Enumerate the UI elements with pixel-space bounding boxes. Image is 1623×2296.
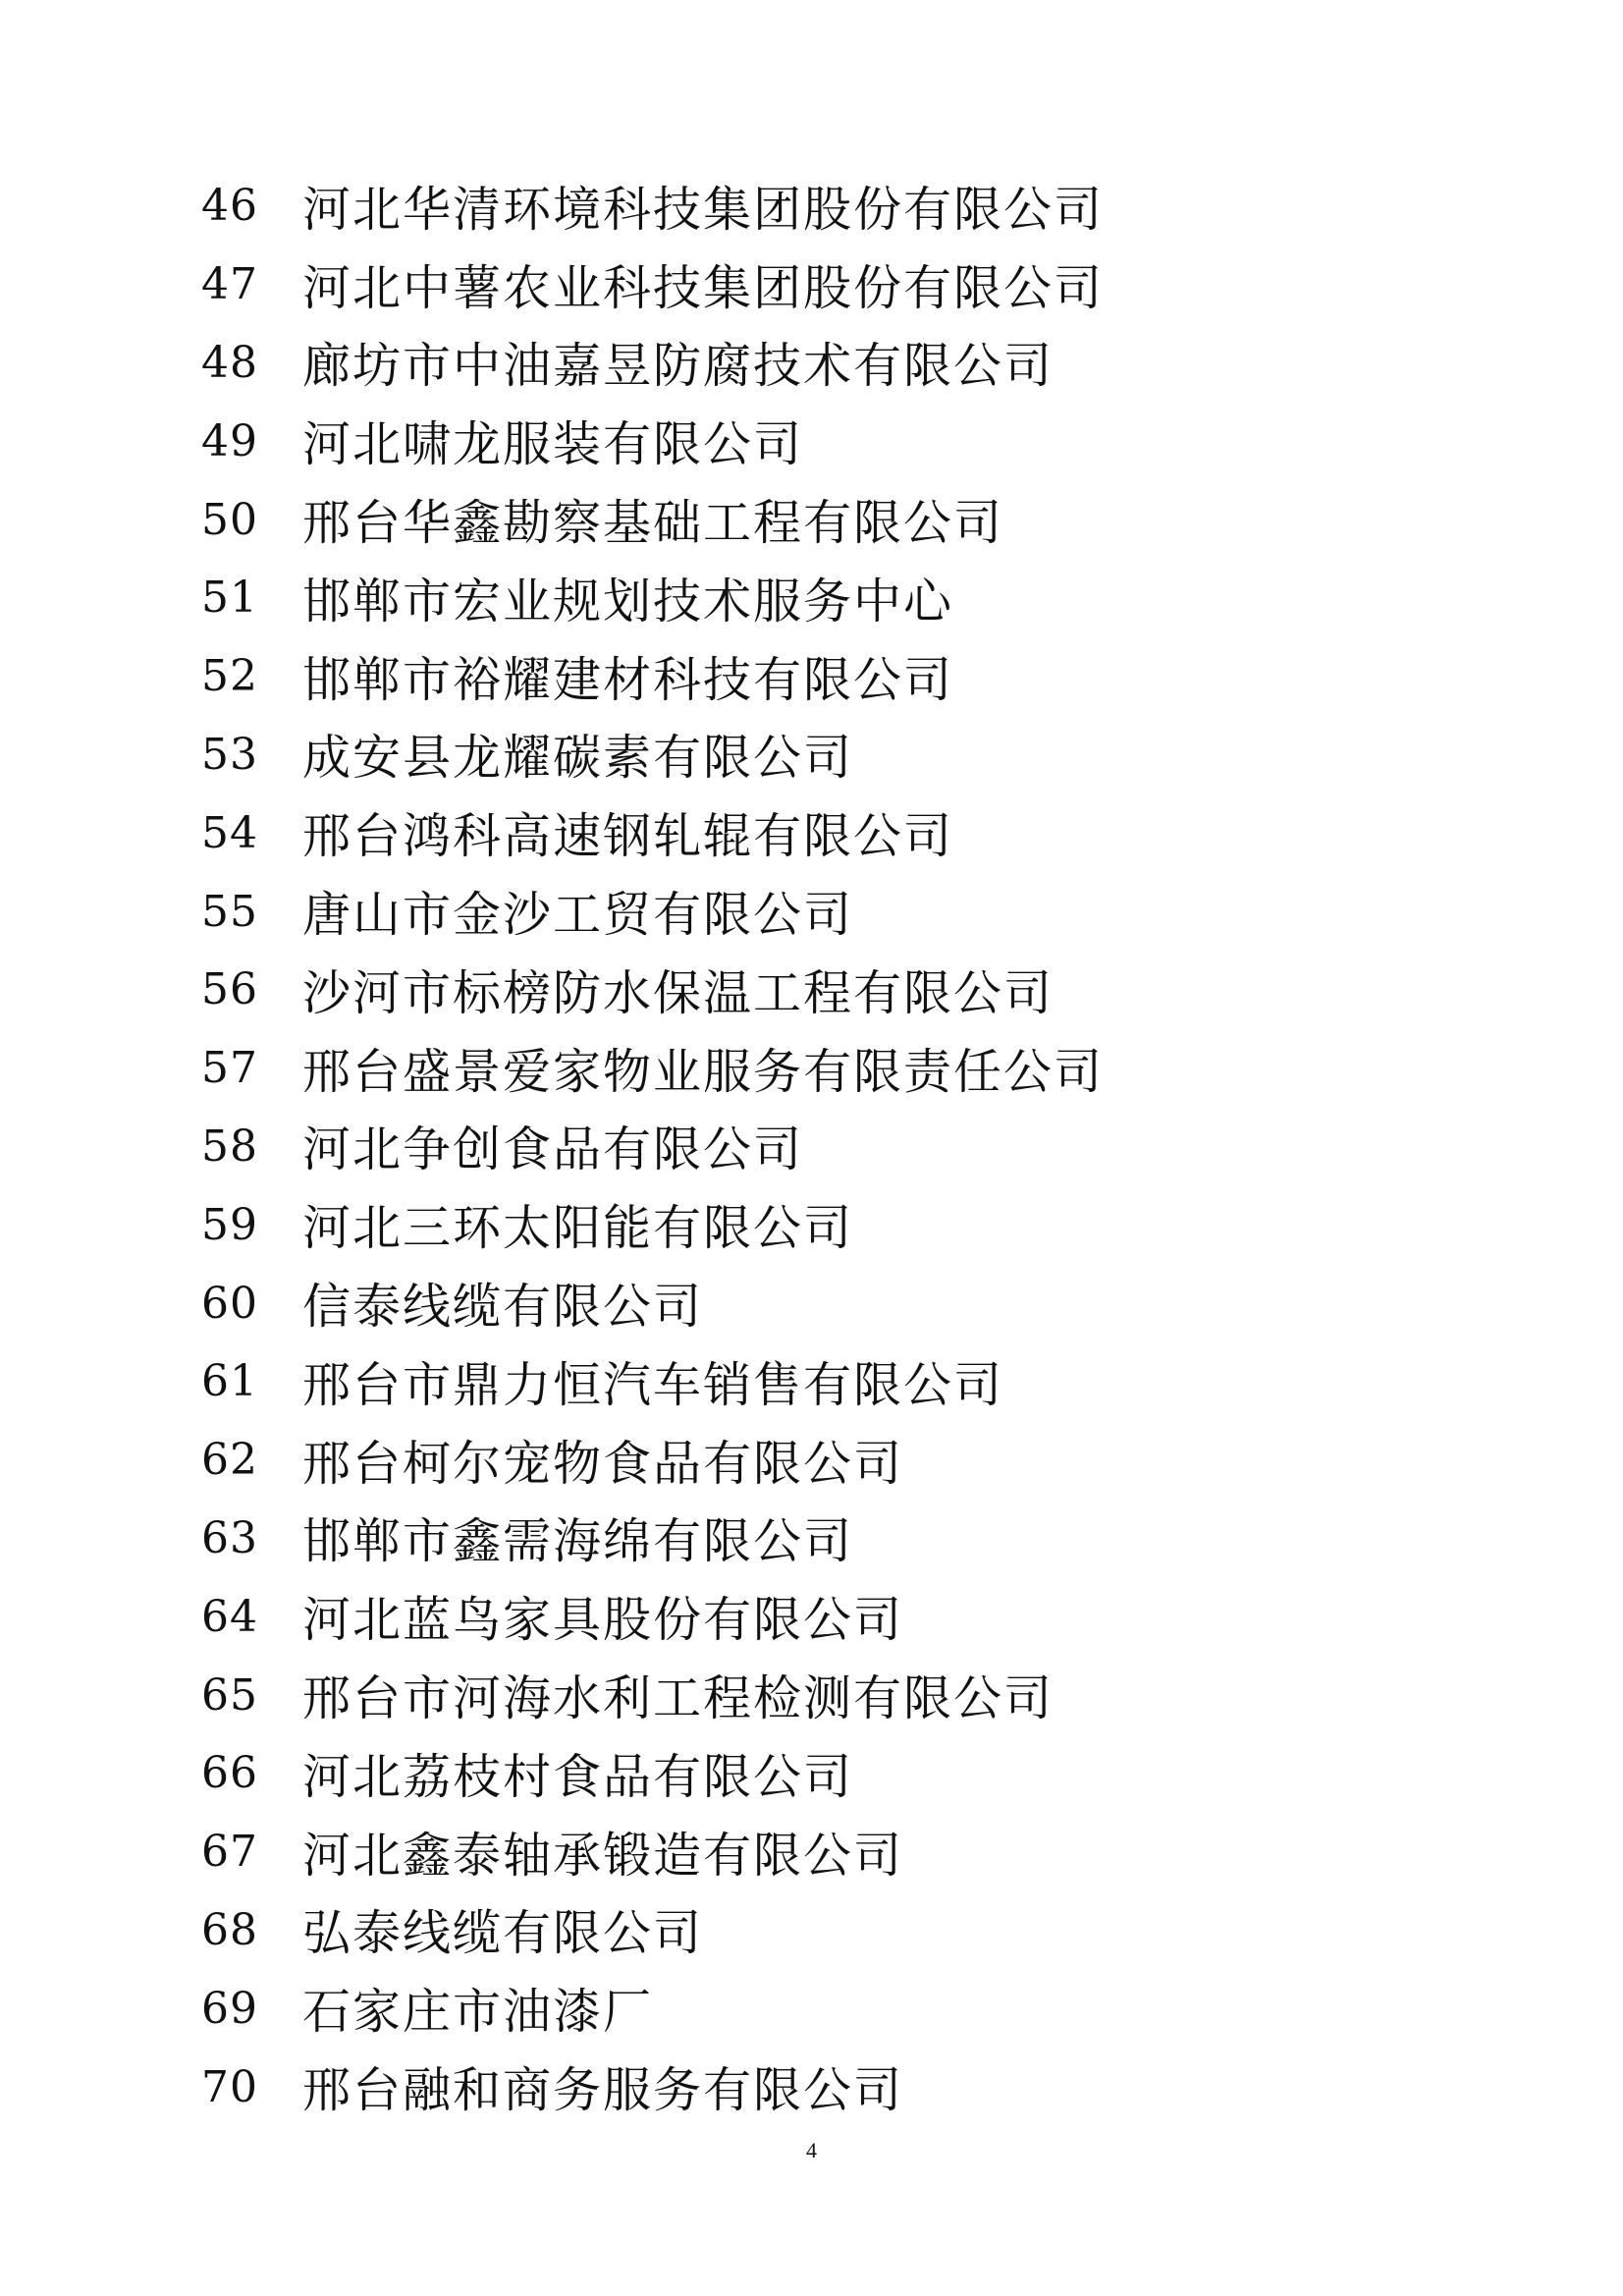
company-name: 邯郸市宏业规划技术服务中心	[302, 573, 954, 629]
list-item	[201, 1969, 1104, 2048]
item-number: 58	[201, 1121, 258, 1172]
company-name: 河北华清环境科技集团股份有限公司	[302, 181, 1105, 238]
list-item	[201, 1577, 1104, 1656]
list-item	[201, 1656, 1104, 1734]
item-number: 49	[201, 415, 258, 466]
item-number: 65	[201, 1669, 258, 1721]
company-name: 河北啸龙服装有限公司	[302, 416, 804, 473]
list-item	[201, 793, 1104, 872]
company-name: 邢台融和商务服务有限公司	[302, 2062, 904, 2119]
item-number: 59	[201, 1199, 258, 1250]
list-item	[201, 324, 1104, 403]
item-number: 53	[201, 729, 258, 780]
company-name: 邢台市鼎力恒汽车销售有限公司	[302, 1356, 1004, 1413]
item-number: 50	[201, 494, 258, 545]
list-item	[201, 1421, 1104, 1500]
item-number: 56	[201, 964, 258, 1015]
item-number: 69	[201, 1983, 258, 2034]
list-item	[201, 1813, 1104, 1891]
list-item	[201, 1029, 1104, 1108]
item-number: 68	[201, 1904, 258, 1955]
company-name: 邢台柯尔宠物食品有限公司	[302, 1435, 904, 1492]
company-name: 邢台华鑫勘察基础工程有限公司	[302, 495, 1004, 552]
item-number: 63	[201, 1512, 258, 1563]
item-number: 70	[201, 2061, 258, 2112]
company-name: 河北三环太阳能有限公司	[302, 1200, 854, 1257]
company-name: 邢台鸿科高速钢轧辊有限公司	[302, 808, 954, 865]
list-item	[201, 951, 1104, 1029]
item-number: 52	[201, 651, 258, 702]
company-name: 河北中薯农业科技集团股份有限公司	[302, 259, 1105, 316]
item-number: 61	[201, 1356, 258, 1407]
item-number: 57	[201, 1043, 258, 1094]
company-name: 河北荔枝村食品有限公司	[302, 1748, 854, 1805]
company-name: 石家庄市油漆厂	[302, 1984, 654, 2041]
list-item	[201, 1891, 1104, 1970]
list-item	[201, 1734, 1104, 1813]
list-item	[201, 402, 1104, 480]
list-item	[201, 246, 1104, 324]
list-item	[201, 559, 1104, 637]
item-number: 48	[201, 337, 258, 388]
list-item	[201, 1342, 1104, 1421]
company-name: 河北蓝鸟家具股份有限公司	[302, 1592, 904, 1649]
item-number: 46	[201, 181, 258, 232]
company-name: 唐山市金沙工贸有限公司	[302, 887, 854, 944]
item-number: 67	[201, 1827, 258, 1878]
list-item	[201, 167, 1104, 246]
company-name: 河北鑫泰轴承锻造有限公司	[302, 1827, 904, 1884]
item-number: 55	[201, 886, 258, 937]
list-item	[201, 1264, 1104, 1342]
list-item	[201, 480, 1104, 559]
list-item	[201, 637, 1104, 716]
item-number: 54	[201, 807, 258, 858]
company-name: 邢台市河海水利工程检测有限公司	[302, 1670, 1055, 1727]
company-list	[201, 167, 1104, 2126]
list-item	[201, 1500, 1104, 1578]
company-name: 信泰线缆有限公司	[302, 1279, 704, 1336]
list-item	[201, 2048, 1104, 2126]
item-number: 62	[201, 1435, 258, 1486]
company-name: 邯郸市鑫需海绵有限公司	[302, 1513, 854, 1570]
company-name: 廊坊市中油嘉昱防腐技术有限公司	[302, 338, 1055, 395]
item-number: 66	[201, 1748, 258, 1799]
company-name: 邢台盛景爱家物业服务有限责任公司	[302, 1043, 1105, 1100]
item-number: 47	[201, 259, 258, 310]
company-name: 邯郸市裕耀建材科技有限公司	[302, 651, 954, 708]
company-name: 沙河市标榜防水保温工程有限公司	[302, 964, 1055, 1021]
list-item	[201, 872, 1104, 951]
item-number: 64	[201, 1591, 258, 1642]
page-number: 4	[806, 2138, 817, 2162]
company-name: 成安县龙耀碳素有限公司	[302, 730, 854, 787]
list-item	[201, 1185, 1104, 1264]
company-name: 弘泰线缆有限公司	[302, 1905, 704, 1962]
item-number: 51	[201, 573, 258, 624]
company-name: 河北争创食品有限公司	[302, 1121, 804, 1178]
list-item	[201, 716, 1104, 794]
list-item	[201, 1108, 1104, 1186]
item-number: 60	[201, 1278, 258, 1329]
